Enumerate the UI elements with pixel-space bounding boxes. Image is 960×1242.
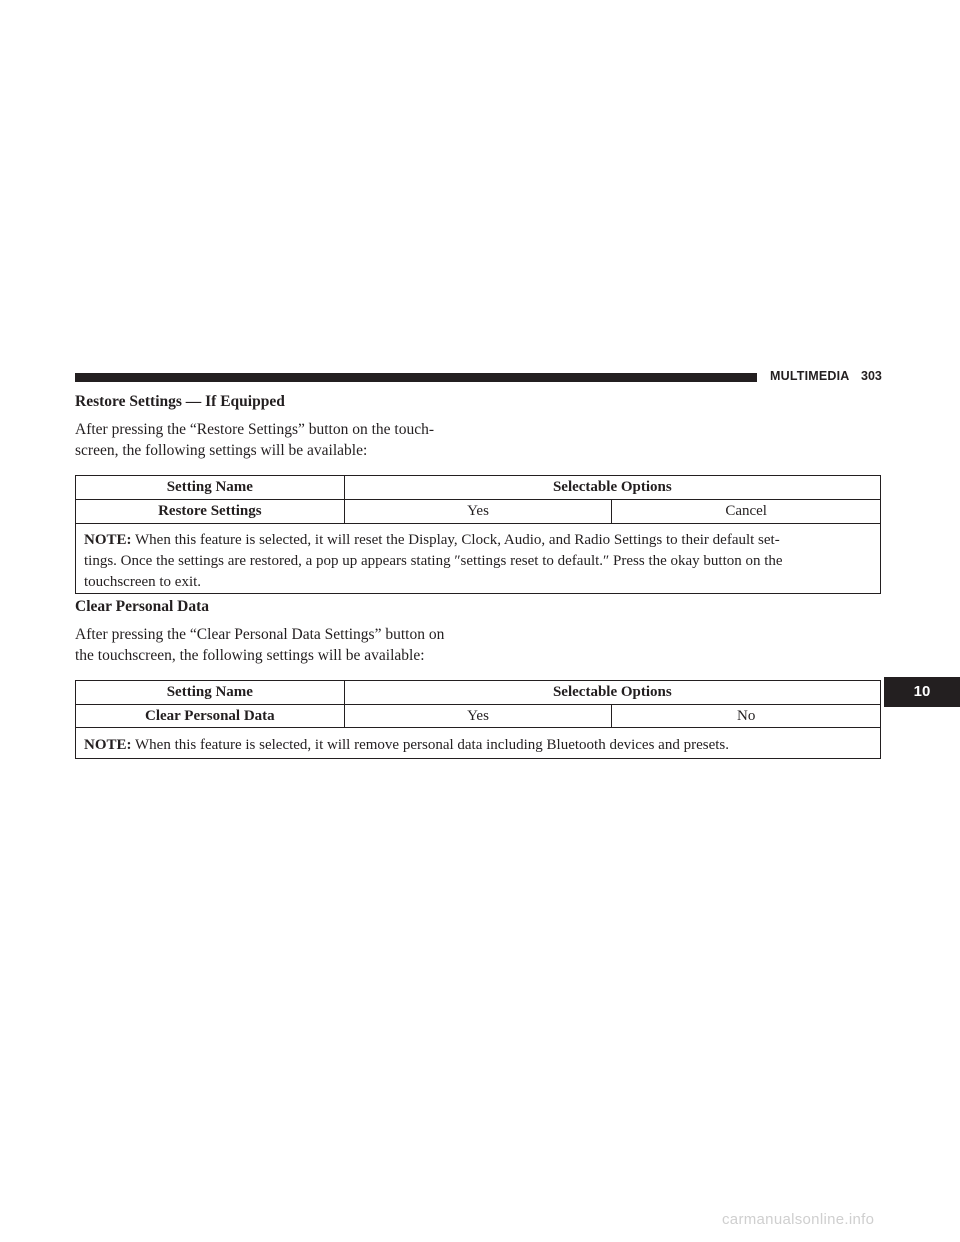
section-heading-clear-personal-data: Clear Personal Data (75, 598, 210, 615)
option-yes: Yes (344, 500, 612, 524)
intro-paragraph-clear-personal-data (75, 624, 475, 666)
section-heading-restore-settings: Restore Settings — If Equipped (75, 393, 285, 410)
setting-name-cell: Clear Personal Data (76, 705, 345, 728)
section-title: MULTIMEDIA (770, 369, 850, 383)
intro-line: After pressing the “Clear Personal Data Settings” button on (75, 626, 445, 643)
footer-watermark: carmanualsonline.info (722, 1211, 875, 1228)
note-label: NOTE: (84, 736, 132, 753)
intro-paragraph-restore-settings (75, 419, 475, 461)
page-number: 303 (861, 369, 882, 383)
note-line (84, 530, 872, 551)
note-line: tings. Once the settings are restored, a pop up appears stating ″settings reset to default.″ Press the okay button on the (84, 553, 783, 569)
option-no: No (612, 705, 881, 728)
note-label: NOTE: (84, 532, 132, 548)
intro-line: the touchscreen, the following settings will be available: (75, 647, 425, 664)
note-line: touchscreen to exit. (84, 574, 202, 590)
header-rule (75, 373, 757, 382)
note-cell (76, 524, 881, 594)
header-selectable-options: Selectable Options (344, 476, 880, 500)
header-setting-name: Setting Name (76, 476, 345, 500)
clear-personal-data-table (75, 680, 881, 759)
restore-settings-table (75, 475, 881, 594)
note-text: When this feature is selected, it will remove personal data including Bluetooth devices and presets. (135, 736, 729, 753)
chapter-tab: 10 (884, 677, 960, 707)
header-setting-name: Setting Name (76, 681, 345, 705)
note-cell (76, 728, 881, 759)
setting-name-cell: Restore Settings (76, 500, 345, 524)
option-cancel: Cancel (612, 500, 881, 524)
note-line (84, 735, 872, 756)
intro-line: After pressing the “Restore Settings” button on the touch- (75, 421, 435, 438)
option-yes: Yes (344, 705, 612, 728)
intro-line: screen, the following settings will be available: (75, 442, 368, 459)
header-selectable-options: Selectable Options (344, 681, 880, 705)
note-text: When this feature is selected, it will reset the Display, Clock, Audio, and Radio Settings to their default set- (135, 532, 780, 548)
